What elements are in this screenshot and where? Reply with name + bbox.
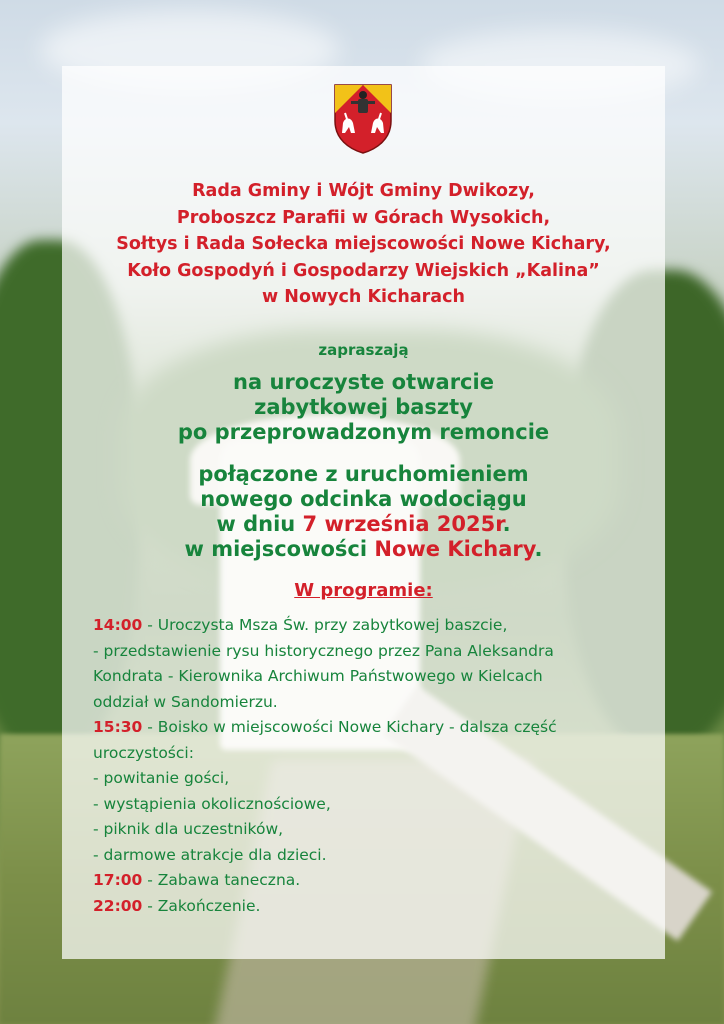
event-details: [62, 462, 665, 562]
event-title: [62, 370, 665, 445]
program-text: - przedstawienie rysu historycznego przez Pana Aleksandra: [93, 641, 554, 660]
event-title-line: na uroczyste otwarcie: [233, 370, 494, 394]
program-line: [93, 817, 653, 843]
program-title: W programie:: [294, 580, 433, 601]
place-suffix: .: [534, 537, 543, 561]
program-time: 14:00: [93, 616, 143, 634]
organizer-line: Rada Gminy i Wójt Gminy Dwikozy,: [192, 181, 535, 201]
event-place: Nowe Kichary: [374, 537, 535, 561]
date-suffix: .: [502, 512, 511, 536]
program-time: 15:30: [93, 718, 143, 736]
program-line: [93, 868, 653, 894]
coat-of-arms-icon: [333, 83, 393, 155]
program-line: [93, 715, 653, 741]
program-line: [93, 741, 653, 767]
program-line: [93, 690, 653, 716]
event-title-line: zabytkowej baszty: [254, 395, 473, 419]
place-prefix: w miejscowości: [184, 537, 375, 561]
organizer-line: Sołtys i Rada Sołecka miejscowości Nowe Kichary,: [116, 234, 611, 254]
organizer-line: Koło Gospodyń i Gospodarzy Wiejskich „Kalina”: [127, 260, 600, 281]
event-date: 7 września 2025r: [302, 512, 503, 536]
program-list: [93, 613, 653, 919]
date-prefix: w dniu: [216, 512, 303, 536]
event-date-line: [62, 512, 665, 537]
program-text: - Boisko w miejscowości Nowe Kichary - dalsza część: [142, 718, 557, 736]
program-line: [93, 792, 653, 818]
program-line: [93, 613, 653, 639]
program-text: uroczystości:: [93, 743, 194, 762]
program-line: [93, 664, 653, 690]
program-line: [93, 639, 653, 665]
organizer-line: w Nowych Kicharach: [262, 287, 465, 307]
program-line: [93, 894, 653, 920]
event-detail-line: nowego odcinka wodociągu: [200, 487, 527, 511]
program-line: [93, 843, 653, 869]
program-text: oddział w Sandomierzu.: [93, 692, 278, 711]
program-text: - wystąpienia okolicznościowe,: [93, 794, 331, 813]
organizer-line: Proboszcz Parafii w Górach Wysokich,: [176, 207, 551, 228]
program-text: - Uroczysta Msza Św. przy zabytkowej baszcie,: [142, 616, 508, 634]
program-time: 17:00: [93, 871, 143, 889]
event-title-line: po przeprowadzonym remoncie: [177, 420, 550, 444]
program-text: - darmowe atrakcje dla dzieci.: [93, 845, 327, 864]
program-text: - powitanie gości,: [93, 769, 230, 787]
program-text: - piknik dla uczestników,: [93, 820, 284, 838]
program-line: [93, 766, 653, 792]
program-text: - Zabawa taneczna.: [142, 871, 301, 889]
program-text: - Zakończenie.: [142, 896, 261, 915]
organizers-header: [62, 178, 665, 311]
program-time: 22:00: [93, 896, 143, 915]
invite-text: zapraszają: [318, 341, 409, 359]
event-detail-line: połączone z uruchomieniem: [198, 462, 529, 486]
program-text: Kondrata - Kierownika Archiwum Państwowego w Kielcach: [93, 667, 543, 685]
event-place-line: [62, 537, 665, 562]
